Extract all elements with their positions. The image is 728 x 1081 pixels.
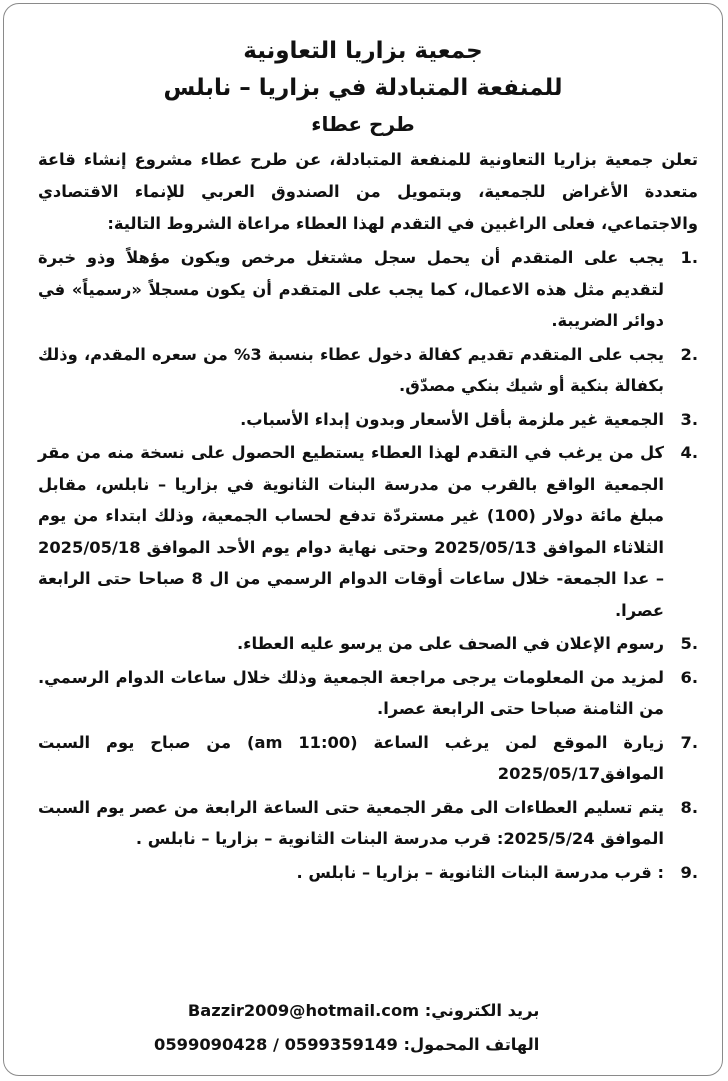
condition-text: لمزيد من المعلومات يرجى مراجعة الجمعية وذلك خلال ساعات الدوام الرسمي. من الثامنة صباحا حتى الرابعة عصرا. — [38, 667, 664, 718]
title-location: للمنفعة المتبادلة في بزاريا – نابلس — [163, 75, 563, 101]
condition-number: 6. — [680, 667, 698, 687]
condition-text: يجب على المتقدم تقديم كفالة دخول عطاء بنسبة 3% من سعره المقدم، وذلك بكفالة بنكية أو شيك بنكي مصدّق. — [38, 344, 664, 395]
condition-number: 3. — [680, 409, 698, 429]
condition-text: رسوم الإعلان في الصحف على من يرسو عليه العطاء. — [236, 634, 664, 653]
condition-item — [38, 242, 698, 337]
tender-announcement — [3, 3, 723, 1076]
subtitle-tender: طرح عطاء — [311, 112, 415, 136]
condition-text: يجب على المتقدم أن يحمل سجل مشتغل مرخص ويكون مؤهلاً وذو خبرة لتقديم مثل هذه الاعمال، كما يجب على المتقدم أن يكون مسجلاً «رسمياً» في دوائر الضريبة. — [38, 248, 664, 330]
condition-number: 2. — [680, 344, 698, 364]
condition-item — [38, 662, 698, 725]
condition-number: 7. — [680, 732, 698, 752]
conditions-list — [4, 242, 722, 888]
title-organization: جمعية بزاريا التعاونية — [243, 38, 483, 64]
condition-text: : قرب مدرسة البنات الثانوية – بزاريا – نابلس . — [296, 862, 664, 882]
phone-row — [154, 1028, 539, 1062]
condition-text: الجمعية غير ملزمة بأقل الأسعار وبدون إبداء الأسباب. — [240, 409, 664, 429]
condition-number: 4. — [680, 443, 698, 462]
condition-number: 5. — [680, 634, 698, 653]
phone-label: الهاتف المحمول: — [403, 1035, 540, 1054]
condition-item — [38, 792, 698, 855]
condition-number: 9. — [680, 862, 698, 882]
condition-item — [38, 437, 698, 626]
condition-number: 1. — [680, 248, 698, 267]
contact-block — [154, 994, 539, 1062]
email-row — [154, 994, 539, 1028]
condition-item — [38, 339, 698, 402]
intro-paragraph: تعلن جمعية بزاريا التعاونية للمنفعة المتبادلة، عن طرح عطاء مشروع إنشاء قاعة متعددة الأغراض للجمعية، وبتمويل من الصندوق العربي للإنماء الاقتصادي والاجتماعي، فعلى الراغبين في التقدم لهذا العطاء مراعاة الشروط التالية: — [38, 150, 698, 233]
phone-numbers[interactable]: 0599090428 / 0599359149 — [154, 1035, 398, 1054]
condition-text: يتم تسليم العطاءات الى مقر الجمعية حتى الساعة الرابعة من عصر يوم السبت الموافق 2025/5/24: قرب مدرسة البنات الثانوية – بزاريا – نابلس . — [38, 797, 664, 848]
condition-text: كل من يرغب في التقدم لهذا العطاء يستطيع الحصول على نسخة منه من مقر الجمعية الواقع بالقرب من مدرسة البنات الثانوية في بزاريا – نابلس، مقابل مبلغ مائة دولار (100) غير مستردّة تدفع لحساب الجمعية، وذلك ابتداء من يوم الثلاثاء الموافق 2025/05/13 وحتى نهاية دوام يوم الأحد الموافق 2025/05/18 – عدا الجمعة- خلال ساعات أوقات الدوام الرسمي من ال 8 صباحا حتى الرابعة عصرا. — [38, 443, 664, 620]
email-address[interactable]: Bazzir2009@hotmail.com — [187, 1001, 420, 1020]
condition-item — [38, 628, 698, 660]
condition-item — [38, 727, 698, 790]
header — [4, 4, 722, 140]
condition-item — [38, 404, 698, 436]
email-label: بريد الكتروني: — [424, 1001, 540, 1020]
condition-text: زيارة الموقع لمن يرغب الساعة (am 11:00) من صباح يوم السبت الموافق2025/05/17 — [38, 732, 664, 783]
condition-item — [38, 857, 698, 889]
condition-number: 8. — [680, 797, 698, 817]
